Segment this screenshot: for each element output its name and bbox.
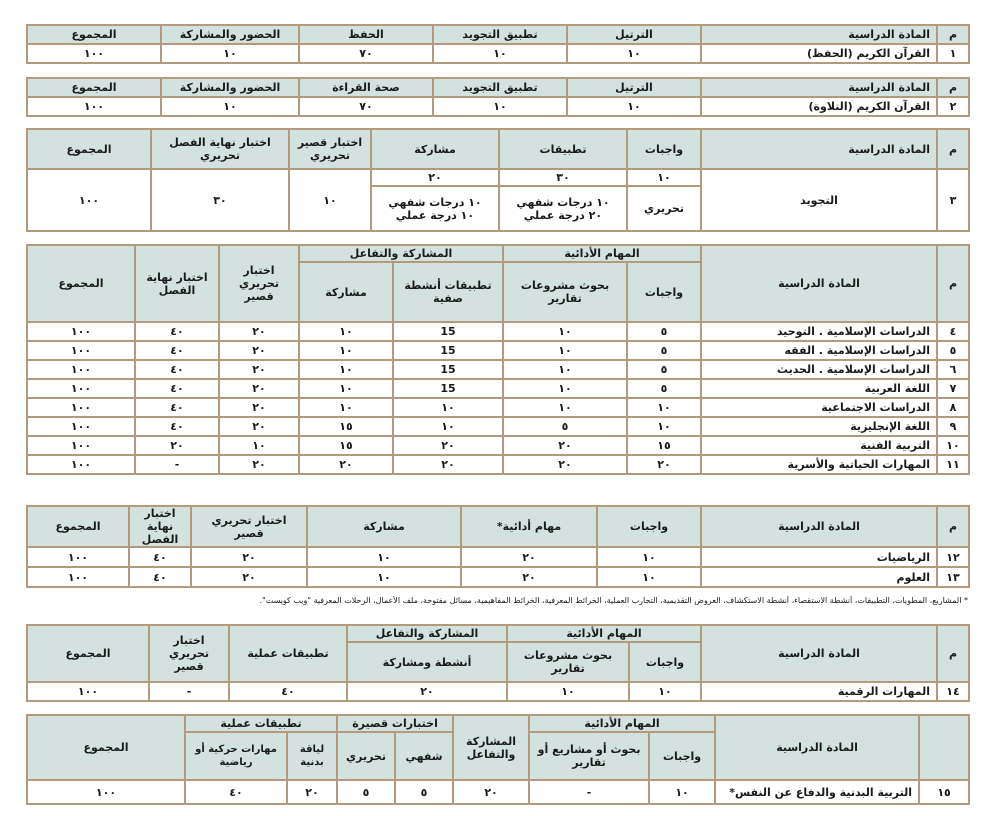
header-participation-group: المشاركة والتفاعل [347,625,507,642]
header-practical: تطبيقات عملية [229,625,347,682]
header-attendance: الحضور والمشاركة [161,78,299,97]
cell-value: ٤٠ [135,341,219,360]
cell-num: ١٤ [937,682,969,701]
cell-value: ١٥ [299,436,393,455]
cell-value: - [149,682,229,701]
cell-subject: الدراسات الإسلامية . التوحيد [701,322,937,341]
footnote: * المشاريع، المطويات، التطبيقات، أنشطة الاستقصاء، أنشطة الاستكشاف، العروض التقديمية، التجارب العملية، الخرائط المعرفية، الخرائط المفاهيمية، مسائل مفتوحة، ملف الأعمال، الرحلات المعرفية "ويب كويست". [259,596,968,605]
cell-value: ٥ [627,322,701,341]
cell-value: ١٠ [649,780,715,804]
table-row [27,169,969,186]
cell-value: ٢٠ [503,436,627,455]
cell-subject: اللغة العربية [701,379,937,398]
cell-short-test: ١٠ [289,169,371,231]
cell-value: ٤٠ [185,780,287,804]
cell-value: ٥ [627,379,701,398]
header-short-test: اختبار تحريري قصير [149,625,229,682]
table-row [27,44,969,63]
cell-value: ٥ [503,417,627,436]
cell-value: ٤٠ [229,682,347,701]
cell-homework-type: تحريري [627,186,701,231]
cell-total: ١٠٠ [27,780,185,804]
cell-num: ٨ [937,398,969,417]
table-quran-memorization [26,24,970,64]
cell-value: ١٠ [393,417,503,436]
cell-value: ٧٠ [299,97,433,116]
cell-value: ١٠ [629,682,701,701]
cell-total: ١٠٠ [27,682,149,701]
header-reading-accuracy: صحة القراءة [299,78,433,97]
header-participation: مشاركة [299,262,393,322]
header-subject: المادة الدراسية [701,25,937,44]
cell-value: ٤٠ [135,417,219,436]
cell-value: ٢٠ [219,360,299,379]
cell-num: ٦ [937,360,969,379]
cell-value: ٢٠ [219,398,299,417]
header-homework: واجبات [597,506,701,547]
cell-total: ١٠٠ [27,547,129,567]
header-subject: المادة الدراسية [701,245,937,322]
cell-value: ٢٠ [191,547,307,567]
cell-value: ٤٠ [129,567,191,587]
header-num: م [937,25,969,44]
header-total: المجموع [27,25,161,44]
table-header-row [27,129,969,169]
header-memorization: الحفظ [299,25,433,44]
cell-total: ١٠٠ [27,360,135,379]
cell-participation-value: ٢٠ [371,169,499,186]
header-participation-group: المشاركة والتفاعل [299,245,503,262]
cell-value: ٤٠ [129,547,191,567]
table-row [27,417,969,436]
cell-value: ١٥ [299,417,393,436]
cell-subject: الرياضيات [701,547,937,567]
table-row [27,398,969,417]
cell-value: ٢٠ [393,455,503,474]
table-math-science [26,505,970,588]
cell-value: ١٠ [299,398,393,417]
header-participation: مشاركة [371,129,499,169]
cell-final-test: ٣٠ [151,169,289,231]
header-num: م [937,129,969,169]
cell-value: ١٠ [627,417,701,436]
cell-subject: القرآن الكريم (الحفظ) [701,44,937,63]
cell-value: ١٠ [161,97,299,116]
header-total: المجموع [27,245,135,322]
cell-value: ١٠ [567,44,701,63]
cell-value: ١٠ [307,567,461,587]
cell-value: ٢٠ [219,379,299,398]
header-motor-skills: مهارات حركية أو رياضية [185,732,287,780]
table-row [27,780,969,804]
header-participation: مشاركة [307,506,461,547]
cell-num: ١١ [937,455,969,474]
cell-num: ١٢ [937,547,969,567]
cell-value: ١٠ [393,398,503,417]
cell-subject: التربية الفنية [701,436,937,455]
cell-total: ١٠٠ [27,44,161,63]
table-row [27,341,969,360]
cell-value: ٢٠ [299,455,393,474]
header-homework: واجبات [629,642,701,682]
header-num: م [937,625,969,682]
header-short-test: اختبار قصير تحريري [289,129,371,169]
cell-value: 15 [393,341,503,360]
table-row [27,547,969,567]
table-header-row [27,25,969,44]
table-row [27,436,969,455]
cell-value: ١٠ [503,322,627,341]
cell-value: ٤٠ [135,322,219,341]
cell-value: ٢٠ [219,455,299,474]
header-research: بحوث مشروعات تقارير [503,262,627,322]
header-tajweed-application: تطبيق التجويد [433,78,567,97]
header-applications: تطبيقات [499,129,627,169]
cell-value: ١٠ [503,379,627,398]
cell-value: ١٠ [307,547,461,567]
cell-value: - [135,455,219,474]
cell-total: ١٠٠ [27,567,129,587]
header-num: م [937,506,969,547]
cell-value: 15 [393,360,503,379]
header-practical: تطبيقات عملية [185,715,337,732]
cell-num: ١٠ [937,436,969,455]
header-final-test: اختبار نهاية الفصل تحريري [151,129,289,169]
table-row [27,97,969,116]
cell-value: ١٠ [299,341,393,360]
header-total: المجموع [27,78,161,97]
cell-total: ١٠٠ [27,398,135,417]
cell-value: ٤٠ [135,398,219,417]
cell-value: ١٠ [503,398,627,417]
table-header-row [27,245,969,262]
header-final-test: اختبار نهاية الفصل [135,245,219,322]
cell-num: ١٥ [919,780,969,804]
cell-value: ١٠ [597,567,701,587]
header-performance-tasks: مهام أدائية* [461,506,597,547]
cell-value: ٢٠ [219,417,299,436]
cell-value: ١٥ [627,436,701,455]
cell-applications-value: ٣٠ [499,169,627,186]
header-short-tests: اختبارات قصيرة [337,715,453,732]
cell-total: ١٠٠ [27,436,135,455]
header-performance-tasks: المهام الأدائية [503,245,701,262]
cell-value: ١٠ [597,547,701,567]
cell-value: ١٠ [219,436,299,455]
cell-num: ١ [937,44,969,63]
header-subject: المادة الدراسية [701,625,937,682]
cell-value: ١٠ [503,341,627,360]
header-tajweed-application: تطبيق التجويد [433,25,567,44]
cell-num: ٩ [937,417,969,436]
header-total: المجموع [27,625,149,682]
table-quran-recitation [26,77,970,117]
header-subject: المادة الدراسية [701,129,937,169]
table-body [27,322,969,474]
detail-line: ١٠ درجات شفهي [516,195,610,209]
header-participation: المشاركة والتفاعل [453,715,529,780]
cell-value: - [529,780,649,804]
cell-subject: الدراسات الإسلامية . الحديث [701,360,937,379]
table-body [27,547,969,587]
header-total: المجموع [27,715,185,780]
cell-value: ٢٠ [461,547,597,567]
header-attendance: الحضور والمشاركة [161,25,299,44]
cell-subject: الدراسات الاجتماعية [701,398,937,417]
cell-value: ٥ [627,341,701,360]
header-research: بحوث مشروعات تقارير [507,642,629,682]
cell-num: ٥ [937,341,969,360]
cell-value: ٢٠ [461,567,597,587]
cell-value: ٥ [627,360,701,379]
table-tajweed [26,128,970,232]
cell-num: ٤ [937,322,969,341]
cell-value: ٢٠ [347,682,507,701]
cell-value: ٢٠ [287,780,337,804]
header-homework: واجبات [627,129,701,169]
cell-subject: اللغة الإنجليزية [701,417,937,436]
header-written: تحريري [337,732,395,780]
cell-value: ٢٠ [393,436,503,455]
header-performance-tasks: المهام الأدائية [529,715,715,732]
cell-total: ١٠٠ [27,341,135,360]
header-homework: واجبات [627,262,701,322]
cell-applications-detail [499,186,627,231]
cell-subject: المهارات الرقمية [701,682,937,701]
table-header-row [27,715,969,732]
cell-num: ٣ [937,169,969,231]
cell-total: ١٠٠ [27,379,135,398]
cell-value: ٢٠ [219,341,299,360]
cell-subject: التربية البدنية والدفاع عن النفس* [715,780,919,804]
cell-value: ١٠ [503,360,627,379]
cell-value: ١٠ [433,97,567,116]
cell-value: ١٠ [567,97,701,116]
header-research: بحوث أو مشاريع أو تقارير [529,732,649,780]
table-row [27,379,969,398]
detail-line: ١٠ درجات شفهي [388,195,482,209]
cell-value: ٢٠ [191,567,307,587]
header-fitness: لياقة بدنية [287,732,337,780]
header-homework: واجبات [649,732,715,780]
table-row [27,455,969,474]
header-num: م [937,78,969,97]
cell-value: ٢٠ [219,322,299,341]
header-oral: شفهي [395,732,453,780]
cell-num: ١٣ [937,567,969,587]
header-subject: المادة الدراسية [715,715,919,780]
header-subject: المادة الدراسية [701,78,937,97]
table-row [27,567,969,587]
header-performance-tasks: المهام الأدائية [507,625,701,642]
cell-value: ٢٠ [453,780,529,804]
cell-value: ١٠ [299,379,393,398]
header-short-test: اختبار تحريري قصير [219,245,299,322]
cell-subject: الدراسات الإسلامية . الفقه [701,341,937,360]
cell-total: ١٠٠ [27,455,135,474]
table-physical-education [26,714,970,805]
cell-total: ١٠٠ [27,97,161,116]
header-subject: المادة الدراسية [701,506,937,547]
cell-num: ٧ [937,379,969,398]
table-header-row [27,78,969,97]
cell-value: ١٠ [507,682,629,701]
cell-num: ٢ [937,97,969,116]
header-num: م [937,245,969,322]
cell-value: ٤٠ [135,379,219,398]
table-row [27,322,969,341]
cell-total: ١٠٠ [27,322,135,341]
cell-value: ٢٠ [503,455,627,474]
cell-value: ٥ [395,780,453,804]
detail-line: ١٠ درجة عملي [395,208,475,222]
header-total: المجموع [27,129,151,169]
cell-value: ٤٠ [135,360,219,379]
cell-subject: التجويد [701,169,937,231]
header-recitation: الترتيل [567,25,701,44]
header-final-test: اختبار نهاية الفصل [129,506,191,547]
cell-value: 15 [393,322,503,341]
table-header-row [27,625,969,642]
cell-value: ١٠ [299,360,393,379]
cell-subject: القرآن الكريم (التلاوة) [701,97,937,116]
cell-subject: العلوم [701,567,937,587]
cell-value: ٢٠ [135,436,219,455]
cell-value: ١٠ [299,322,393,341]
table-row [27,682,969,701]
detail-line: ٢٠ درجة عملي [523,208,603,222]
cell-value: ١٠ [161,44,299,63]
header-num [919,715,969,780]
cell-total: ١٠٠ [27,417,135,436]
table-digital-skills [26,624,970,702]
header-total: المجموع [27,506,129,547]
header-short-test: اختبار تحريري قصير [191,506,307,547]
table-row [27,360,969,379]
header-class-activities: تطبيقات أنشطة صفية [393,262,503,322]
table-core-subjects [26,244,970,475]
table-header-row [27,506,969,547]
header-recitation: الترتيل [567,78,701,97]
cell-participation-detail [371,186,499,231]
cell-total: ١٠٠ [27,169,151,231]
header-activities: أنشطة ومشاركة [347,642,507,682]
cell-value: ٥ [337,780,395,804]
cell-value: ١٠ [433,44,567,63]
cell-value: 15 [393,379,503,398]
cell-value: ٧٠ [299,44,433,63]
cell-subject: المهارات الحياتية والأسرية [701,455,937,474]
cell-value: ١٠ [627,398,701,417]
cell-homework-value: ١٠ [627,169,701,186]
cell-value: ٢٠ [627,455,701,474]
